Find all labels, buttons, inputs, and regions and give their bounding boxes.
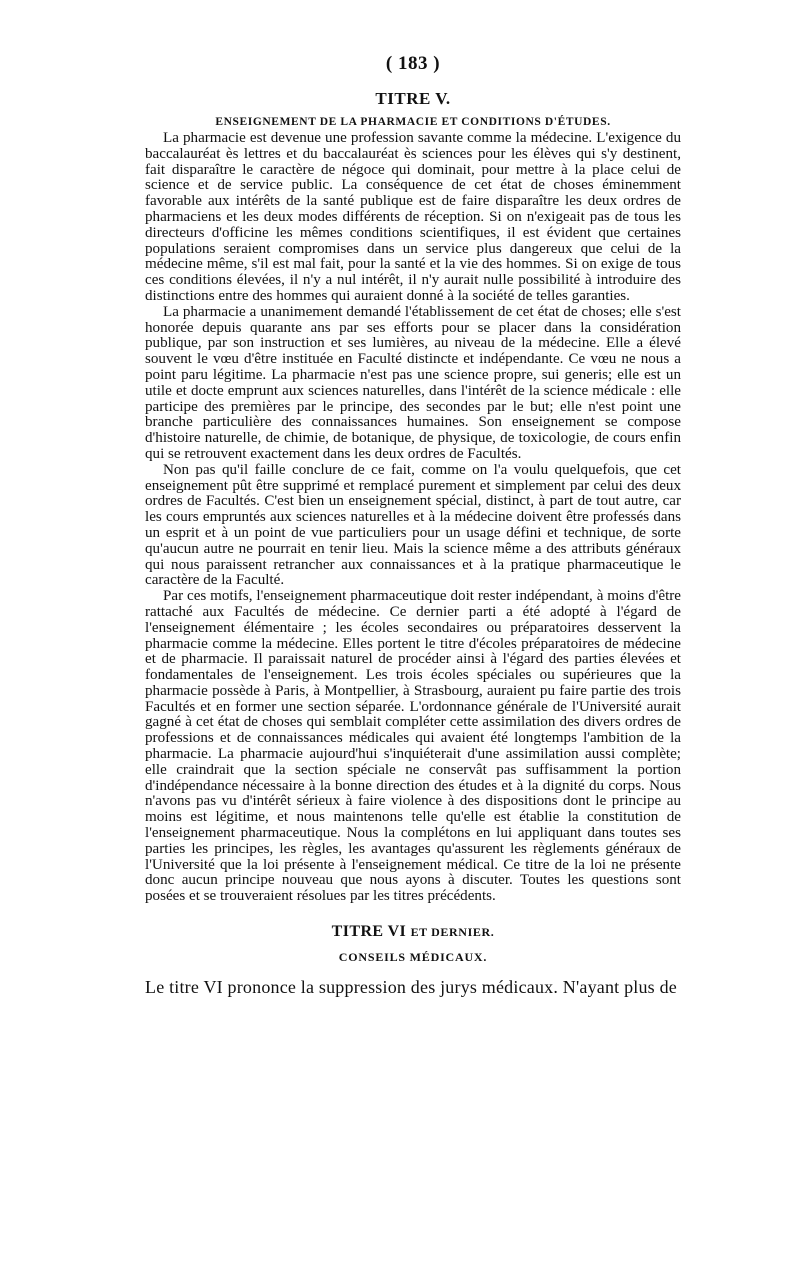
title-vi-main: TITRE VI (331, 923, 407, 941)
body-paragraph: La pharmacie a unanimement demandé l'établissement de cet état de choses; elle s'est honorée depuis quarante ans par ses efforts pour se placer dans la considération publique, par son instruction et ses lumières, au niveau de la médecine. Elle a élevé souvent le vœu d'être instituée en Faculté distincte et indépendante. Ce vœu ne nous a point paru légitime. La pharmacie n'est pas une science propre, sui generis; elle est un utile et docte emprunt aux sciences naturelles, dans l'intérêt de la science médicale : elle participe des premières par le principe, des secondes par le but; elle n'est point une branche particulière des connaissances humaines. Son enseignement se compose d'histoire naturelle, de chimie, de botanique, de physique, de toxicologie, de cours enfin qui se retrouvent exactement dans les deux ordres de Facultés. (145, 303, 681, 462)
page-number: ( 183 ) (385, 53, 441, 74)
section-subtitle: ENSEIGNEMENT DE LA PHARMACIE ET CONDITIONS D'ÉTUDES. (215, 116, 611, 128)
section-title: TITRE V. (375, 89, 451, 108)
body-paragraph: Par ces motifs, l'enseignement pharmaceutique doit rester indépendant, à moins d'être rattaché aux Facultés de médecine. Ce dernier parti a été adopté à l'égard de l'enseignement élémentaire ; les écoles secondaires ou préparatoires desservent la pharmacie comme la médecine. Elles portent le titre d'écoles préparatoires de médecine et de pharmacie. Il paraissait naturel de procéder ainsi à l'égard des parties élevées et fondamentales de l'enseignement. Les trois écoles spéciales ou supérieures que la pharmacie possède à Paris, à Montpellier, à Strasbourg, auraient pu faire partie des trois Facultés et en former une section séparée. L'ordonnance générale de l'Université aurait gagné à cet état de choses qui semblait compléter cette assimilation des divers ordres de professions et de connaissances médicales qui avaient été longtemps l'ambition de la pharmacie. La pharmacie aujourd'hui s'inquiéterait d'une assimilation aussi complète; elle craindrait que la section spéciale ne conservât pas suffisamment la portion d'indépendance nécessaire à la bonne direction des études et à la dignité du corps. Nous n'avons pas vu d'intérêt sérieux à faire violence à des dispositions dont le principe au moins est légitime, et nous maintenons telle qu'elle est établie la constitution de l'enseignement pharmaceutique. Nous la complétons en lui appliquant dans toutes ses parties les principes, les règles, les avantages qu'assurent les règlements généraux de l'Université que la loi présente à l'enseignement médical. Ce titre de la loi ne présente donc aucun principe nouveau que nous ayons à discuter. Toutes les questions sont posées et se trouveraient résolues par les titres précédents. (145, 588, 681, 905)
title-vi-suffix: ET DERNIER. (410, 925, 495, 940)
body-paragraph: Non pas qu'il faille conclure de ce fait, comme on l'a voulu quelquefois, que cet enseignement pût être supprimé et remplacé purement et simplement par celui des deux ordres de Facultés. C'est bien un enseignement spécial, distinct, à part de tout autre, car les cours empruntés aux sciences naturelles et à la médecine doivent être professés dans un esprit et à un point de vue particuliers pour un usage défini et technique, de sorte qu'aucun autre ne pourrait en tenir lieu. Mais la science même a des attributs généraux qui nous paraissent retrancher aux connaissances et à la pratique pharmaceutique le caractère de la Faculté. (145, 461, 681, 589)
document-page (145, 52, 681, 998)
body-line: Le titre VI prononce la suppression des jurys médicaux. N'ayant plus de (145, 977, 677, 998)
section-vi-subtitle: CONSEILS MÉDICAUX. (338, 950, 488, 965)
body-paragraph: La pharmacie est devenue une profession savante comme la médecine. L'exigence du baccalauréat ès lettres et du baccalauréat ès sciences pour les élèves qui s'y destinent, fait disparaître le caractère de négoce qui dominait, pour mettre à la place celui de science et de service public. La conséquence de cet état de choses éminemment favorable aux intérêts de la santé publique est de faire disparaître les deux ordres de pharmaciens et les deux modes différents de réception. Si on n'exigeait pas de tous les directeurs d'officine les mêmes conditions scientifiques, il est évident que certaines populations seraient compromises dans un service plus dangereux que celui de la médecine même, s'il est mal fait, pour la santé et la vie des hommes. Si on exige de tous ces conditions élevées, il n'y a nul intérêt, il n'y aurait nulle possibilité à introduire des distinctions entre des hommes qui auraient donné à la société de telles garanties. (145, 130, 681, 304)
section-title-vi (145, 921, 681, 943)
